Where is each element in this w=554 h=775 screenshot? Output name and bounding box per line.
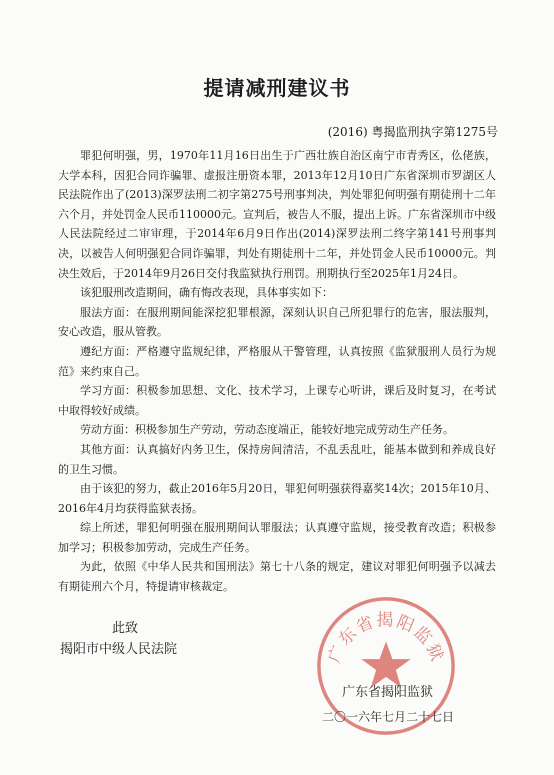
closing-salutation: 此致	[112, 621, 139, 636]
paragraph-labor: 劳动方面：积极参加生产劳动，劳动态度端正，能较好地完成劳动生产任务。	[80, 423, 454, 437]
document-number: (2016) 粤揭监刑执字第1275号	[327, 125, 498, 139]
paragraph-discipline: 遵纪方面：严格遵守监规纪律，严格服从干警管理，认真按照《监狱服刑人员行为规范》来约束自己。	[58, 344, 496, 378]
paragraph-recommendation: 为此，依照《中华人民共和国刑法》第七十八条的规定，建议对罪犯何明强予以减去有期徒刑六个月，特提请审核裁定。	[58, 560, 496, 594]
paragraph-summary: 综上所述，罪犯何明强在服刑期间认罪服法；认真遵守监规，接受教育改造；积极参加学习；积极参加劳动，完成生产任务。	[58, 521, 496, 554]
paragraph-study: 学习方面：积极参加思想、文化、技术学习，上课专心听讲，课后及时复习，在考试中取得较好成绩。	[58, 384, 496, 417]
closing-recipient: 揭阳市中级人民法院	[60, 642, 178, 657]
signature-organization: 广东省揭阳监狱	[342, 685, 434, 700]
paragraph-other: 其他方面：认真搞好内务卫生，保持房间清洁，不乱丢乱吐，能基本做到和养成良好的卫生习惯。	[58, 442, 496, 476]
paragraph-intro: 该犯服刑改造期间，确有悔改表现，具体事实如下：	[80, 286, 333, 300]
paragraph-case-facts: 罪犯何明强，男，1970年11月16日出生于广西壮族自治区南宁市青秀区，仫佬族，大学本科，因犯合同诈骗罪、虚报注册资本罪，2013年12月10日广东省深圳市罗湖区人民法院作出了(2013)深罗法刑二初字第275号刑事判决，判处罪犯何明强有期徒刑十二年六个月，并处罚金人民币110000元。宣判后，被告人不服，提出上诉。广东省深圳市中级人民法院经过二审审理，于2014年6月9日作出(2014)深罗法刑二终字第141号刑事判决，以被告人何明强犯合同诈骗罪，判处有期徒刑十二年，并处罚金人民币10000元。判决生效后，于2014年9月26日交付我监狱执行刑罚。刑期执行至2025年1月24日。	[58, 149, 496, 280]
seal-text: 广东省揭阳监狱	[323, 609, 449, 666]
signature-date: 二〇一六年七月二十七日	[322, 710, 455, 724]
document-body	[58, 146, 496, 597]
paragraph-law-abiding: 服法方面：在服刑期间能深挖犯罪根源，深刻认识自己所犯罪行的危害，服法服判，安心改造，服从管教。	[58, 305, 496, 339]
paragraph-rewards: 由于该犯的努力，截止2016年5月20日，罪犯何明强获得嘉奖14次；2015年10月、2016年4月均获得监狱表扬。	[58, 482, 496, 515]
document-title: 提请减刑建议书	[203, 76, 351, 100]
